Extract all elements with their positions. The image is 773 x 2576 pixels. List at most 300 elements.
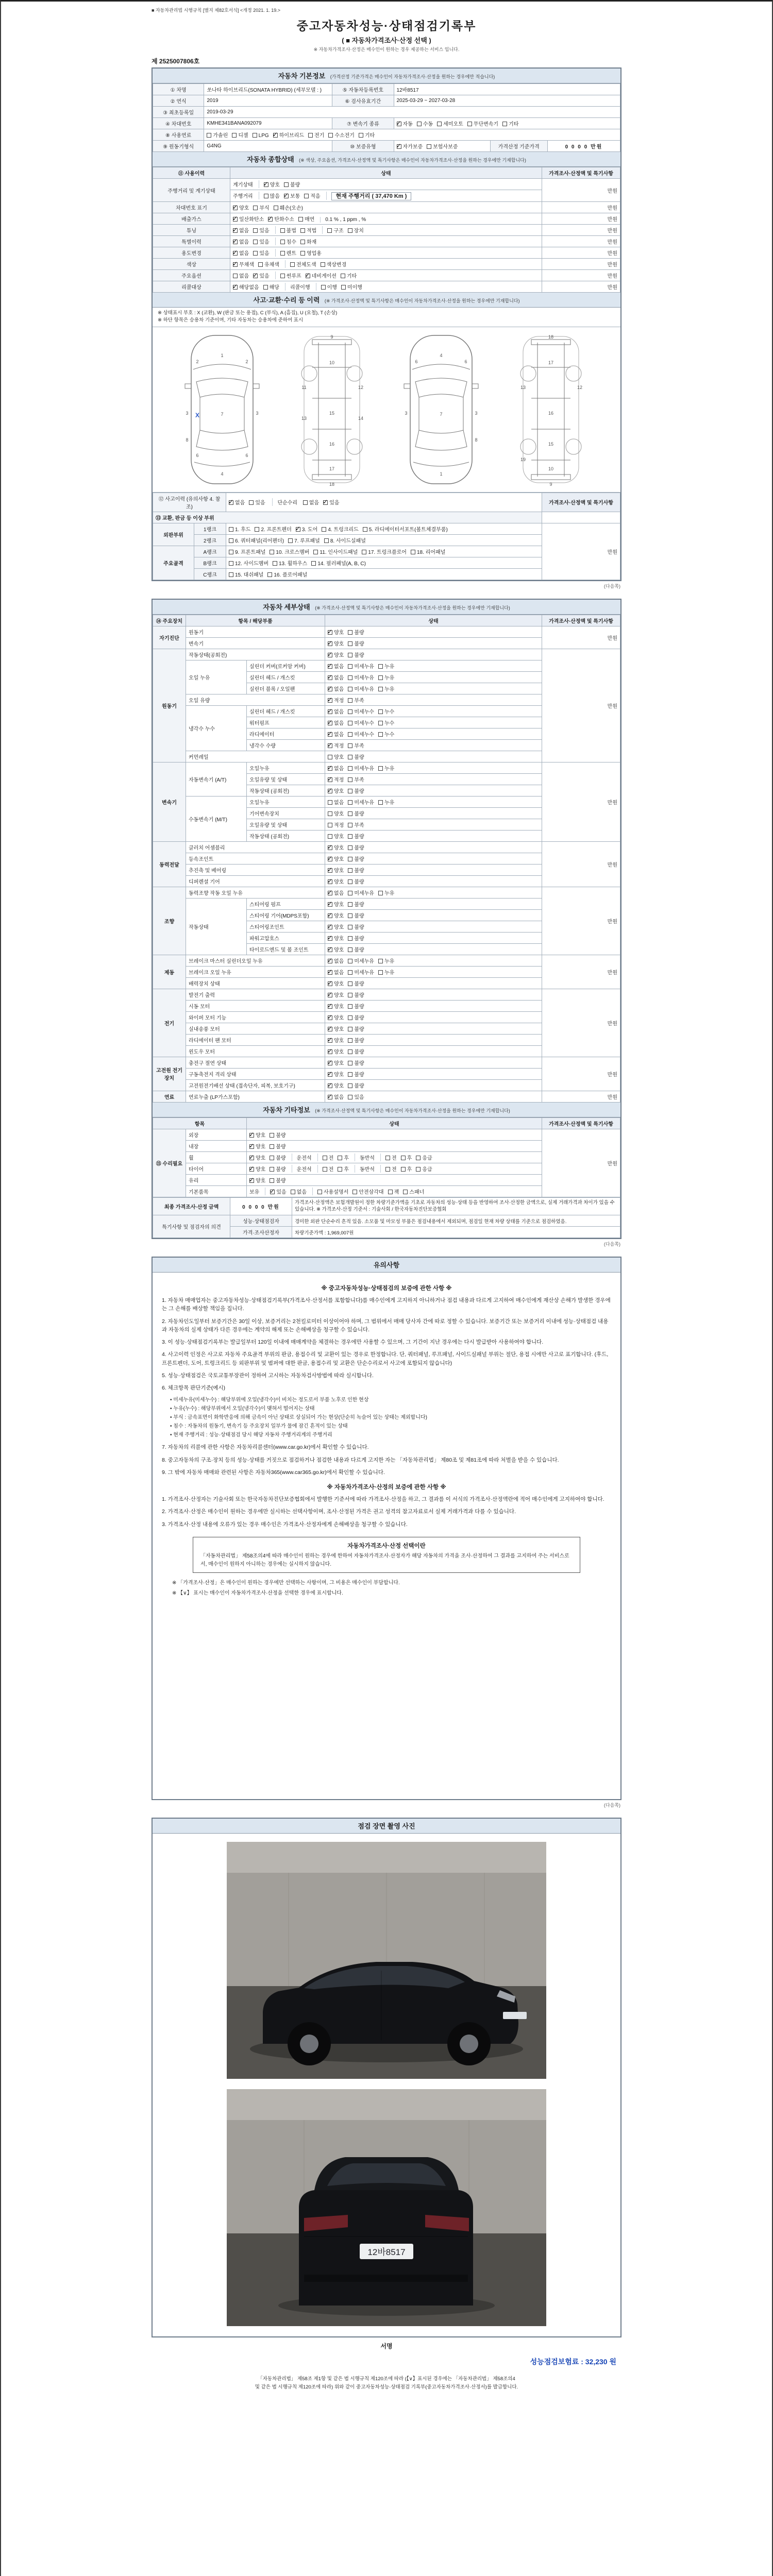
checkbox-option — [303, 498, 319, 506]
license-plate-text: 12바8517 — [367, 2247, 406, 2258]
engine-type-value: G4NG — [204, 141, 332, 152]
notice-footnote-1: ※ 「가격조사·산정」은 매수인이 원하는 경우에만 선택하는 사항이며, 그 비용은 매수인이 부담합니다. — [172, 1580, 400, 1586]
rank-items — [226, 568, 542, 580]
checkbox-label: 무채색 — [239, 262, 254, 268]
checkbox-label: 불량 — [354, 924, 364, 930]
table-row — [153, 841, 620, 853]
checkbox — [249, 1178, 254, 1183]
checkbox-option — [427, 142, 458, 150]
checkbox-label: 양호 — [256, 1144, 266, 1150]
detail-section-header — [153, 600, 620, 615]
checkbox-option — [264, 180, 280, 188]
checkbox — [348, 766, 352, 771]
checkbox — [328, 823, 332, 827]
table-row — [153, 1129, 620, 1140]
checkbox-label: 3. 도어 — [301, 527, 318, 533]
state-segment — [233, 215, 318, 223]
rank-label: A랭크 — [194, 546, 226, 557]
checkbox — [300, 251, 305, 256]
state-cell — [325, 626, 542, 637]
checkbox-label: 양호 — [334, 936, 344, 942]
checkbox — [249, 1133, 254, 1138]
checkbox-option — [253, 249, 269, 257]
checkbox — [411, 550, 415, 554]
checkbox-option — [378, 707, 394, 715]
state-cell — [325, 1079, 542, 1091]
table-row — [153, 213, 620, 225]
checkbox-label: 있음 — [259, 228, 270, 234]
checkbox-label: 전체도색 — [296, 262, 316, 268]
checkbox-option — [328, 730, 344, 738]
checkbox-label: 미세누유 — [354, 800, 374, 806]
checkbox-option — [328, 855, 344, 862]
state-cell — [325, 1045, 542, 1057]
state-segment — [233, 272, 274, 279]
checkbox — [328, 902, 332, 907]
state-text: 주행거리 — [233, 194, 253, 199]
checkbox-label: 구조 — [333, 228, 344, 234]
table-row — [153, 129, 620, 141]
checkbox-label: 없음 — [334, 686, 344, 692]
checkbox-option — [328, 1025, 344, 1032]
notice-item: 5. 성능·상태점검은 국토교통부장관이 정하여 고시하는 자동차검사방법에 따라 실시합니다. — [162, 1372, 374, 1379]
row-label: 용도변경 — [153, 247, 230, 259]
checkbox — [348, 857, 352, 861]
state-text: 보유 — [249, 1189, 260, 1195]
item-label: 외장 — [186, 1129, 247, 1140]
rank-items — [226, 534, 542, 546]
checkbox-option — [378, 719, 394, 726]
checkbox-option — [328, 741, 344, 749]
state-segment — [233, 249, 274, 257]
basic-info-table — [153, 83, 620, 152]
checkbox — [328, 834, 332, 839]
document-page — [152, 6, 621, 2392]
checkbox-option — [288, 536, 320, 544]
checkbox — [348, 732, 352, 737]
checkbox-label: 불량 — [354, 1026, 364, 1032]
checkbox-label: 수동 — [423, 122, 433, 127]
checkbox — [378, 675, 383, 680]
item-label: 원동기 — [186, 626, 325, 637]
checkbox — [467, 122, 472, 126]
checkbox-option — [417, 120, 433, 127]
checkbox-option — [401, 1165, 412, 1173]
exchange-label-row — [153, 512, 620, 523]
checkbox — [264, 182, 268, 187]
checkbox-option — [348, 855, 364, 862]
table-row — [153, 247, 620, 259]
subitem-label: 작동상태 (공회전) — [247, 785, 325, 796]
checkbox-label: 양호 — [334, 788, 344, 794]
base-price-value: 0 0 0 0 만원 — [547, 141, 620, 152]
checkbox-option — [397, 120, 413, 127]
checkbox-label: 11. 인사이드패널 — [320, 549, 358, 555]
checkbox — [328, 981, 332, 986]
item-label: 작동상태 — [186, 898, 247, 955]
issuance-line-1: 「자동차관리법」 제58조 제1항 및 같은 법 시행규칙 제120조에 따라 (【∨】표시된 경우에는 「자동차관리법」 제58조의4 — [258, 2376, 515, 2382]
column-header-item: 항목 — [153, 1117, 247, 1129]
checkbox-label: 기타 — [364, 133, 375, 139]
checkbox-label: 보험사보증 — [433, 144, 458, 150]
item-label: 커먼레일 — [186, 751, 325, 762]
checkbox-label: 부족 — [354, 698, 364, 704]
state-segment — [320, 217, 370, 223]
car-name-label: ① 차명 — [153, 84, 204, 95]
checkbox — [348, 630, 352, 635]
checkbox-label: 불량 — [354, 1004, 364, 1010]
checkbox — [253, 274, 258, 278]
checkbox-label: 양호 — [334, 856, 344, 862]
checkbox-label: 적정 — [334, 743, 344, 749]
state-cell — [325, 1068, 542, 1079]
checkbox — [328, 687, 332, 691]
checkbox — [403, 1190, 408, 1194]
checkbox-label: 부식 — [259, 206, 270, 211]
checkbox — [290, 262, 295, 267]
checkbox-label: 미세누유 — [354, 970, 374, 976]
state-cell — [325, 819, 542, 830]
checkbox-label: 불량 — [354, 992, 364, 998]
rank-label: C랭크 — [194, 568, 226, 580]
checkbox-option — [270, 1176, 285, 1184]
state-cell — [325, 762, 542, 773]
checkbox — [341, 285, 346, 290]
notices-box — [152, 1257, 621, 1800]
price-cell: 만원 — [542, 955, 620, 989]
state-cell — [230, 213, 542, 225]
checkbox-option — [348, 673, 374, 681]
checkbox — [328, 1061, 332, 1065]
checkbox-label: 불량 — [354, 652, 364, 658]
checkbox — [328, 936, 332, 941]
svg-text:3: 3 — [186, 410, 189, 416]
vin-value: KMHE341BANA092079 — [204, 118, 332, 129]
checkbox-option — [263, 283, 279, 291]
checkbox — [348, 823, 352, 827]
checkbox-label: 가솔린 — [213, 133, 228, 139]
checkbox-option — [323, 498, 339, 506]
checkbox — [328, 1072, 332, 1077]
checkbox-option — [328, 911, 344, 919]
state-segment — [312, 1188, 428, 1195]
state-segment — [233, 238, 274, 245]
subitem-label: 오일누유 — [247, 762, 325, 773]
checkbox-label: 하이브리드 — [279, 133, 304, 139]
checkbox — [280, 274, 285, 278]
checkbox — [249, 1167, 254, 1172]
device-group-label: 조향 — [153, 887, 186, 955]
checkbox-option — [253, 132, 269, 139]
price-cell: 만원 — [542, 270, 620, 281]
checkbox — [348, 755, 352, 759]
checkbox — [323, 1156, 327, 1160]
checkbox-label: 있음 — [276, 1189, 287, 1195]
checkbox-option — [328, 877, 344, 885]
price-cell: 만원 — [542, 202, 620, 213]
checkbox-label: 있음 — [329, 500, 340, 506]
price-cell — [542, 512, 620, 523]
final-price-label: 최종 가격조사·산정 금액 — [153, 1197, 230, 1215]
repair-group-label: ⑮ 수리필요 — [153, 1129, 186, 1197]
checkbox-option — [233, 204, 249, 211]
checkbox — [321, 262, 325, 267]
car-diagram-panel — [153, 327, 620, 493]
svg-text:4: 4 — [440, 352, 443, 358]
checkbox — [359, 133, 363, 138]
checkbox-label: 불량 — [354, 788, 364, 794]
checkbox-option — [323, 1165, 334, 1173]
checkbox-option — [378, 730, 394, 738]
checkbox-label: 10. 크로스멤버 — [276, 549, 310, 555]
checkbox — [284, 182, 289, 187]
estimator-opinion: 차량기준가액 : 1,969,007원 — [292, 1227, 620, 1238]
table-row — [153, 626, 620, 637]
subitem-label: 실린더 블록 / 오일팬 — [247, 683, 325, 694]
checkbox-option — [348, 866, 364, 874]
notice-footnote-2: ※ 【∨】 표시는 매수인이 자동차가격조사·산정을 선택한 경우에 표시합니다. — [172, 1590, 343, 1597]
checkbox-label: 불량 — [354, 856, 364, 862]
checkbox — [233, 262, 238, 267]
checkbox-label: 양호 — [334, 845, 344, 851]
price-cell: 만원 — [542, 626, 620, 649]
svg-text:11: 11 — [301, 384, 307, 390]
checkbox — [233, 217, 238, 222]
price-cell: 만원 — [542, 762, 620, 841]
state-cell — [325, 683, 542, 694]
state-cell — [325, 1023, 542, 1034]
checkbox — [270, 1178, 274, 1183]
checkbox — [233, 251, 238, 256]
checkbox-option — [348, 1047, 364, 1055]
item-label: 브레이크 마스터 실린더오일 누유 — [186, 955, 325, 966]
year-label: ② 연식 — [153, 95, 204, 107]
checkbox — [253, 240, 258, 244]
checkbox-label: 14. 필러패널(A, B, C) — [317, 561, 366, 567]
svg-text:17: 17 — [548, 360, 554, 365]
checkbox — [280, 228, 285, 233]
checkbox-label: 훼손(오손) — [279, 206, 303, 211]
checkbox-option — [362, 548, 407, 555]
checkbox-label: 전기 — [314, 133, 325, 139]
state-cell — [325, 955, 542, 966]
checkbox-label: 해당없음 — [239, 285, 259, 291]
price-cell: 만원 — [542, 887, 620, 955]
checkbox — [328, 709, 332, 714]
item-label: 고전원전기배선 상태 (접속단자, 피복, 보호기구) — [186, 1079, 325, 1091]
checkbox — [348, 1015, 352, 1020]
subitem-label: 오일누유 — [247, 796, 325, 807]
svg-text:17: 17 — [329, 466, 334, 471]
checkbox-label: 양호 — [239, 206, 249, 211]
checkbox-option — [328, 843, 344, 851]
checkbox — [378, 970, 383, 975]
checkbox-label: 불량 — [354, 811, 364, 817]
checkbox-label: 없음 — [334, 766, 344, 772]
svg-text:8: 8 — [186, 437, 189, 443]
svg-text:18: 18 — [329, 481, 334, 487]
checkbox-option — [328, 685, 344, 692]
checkbox — [280, 240, 285, 244]
table-row — [153, 1091, 620, 1102]
notice-item: 6. 체크항목 판단기준(예시) — [162, 1385, 226, 1392]
checkbox — [300, 240, 305, 244]
checkbox — [502, 122, 507, 126]
item-label: 추진축 및 베어링 — [186, 864, 325, 875]
checkbox-option — [328, 651, 344, 658]
checkbox — [348, 1095, 352, 1099]
checkbox-option — [328, 753, 344, 760]
table-header-row — [153, 615, 620, 626]
table-row — [153, 649, 620, 660]
item-label: 유리 — [186, 1174, 247, 1185]
checkbox-label: 미세누수 — [354, 720, 374, 726]
checkbox — [229, 550, 233, 554]
state-cell — [325, 943, 542, 955]
subitem-label: 파워고압호스 — [247, 932, 325, 943]
checkbox-label: 없음 — [334, 1094, 344, 1100]
checkbox — [348, 1072, 352, 1077]
checkbox-label: 불량 — [354, 879, 364, 885]
state-text: 계기상태 — [233, 182, 253, 188]
premium-value: 32,230 원 — [585, 2358, 616, 2366]
checkbox-option — [300, 226, 316, 234]
checkbox-label: 1. 후드 — [235, 527, 251, 533]
checkbox-option — [328, 957, 344, 964]
checkbox-label: 17. 트렁크플로어 — [368, 549, 407, 555]
checkbox-label: 후 — [407, 1155, 412, 1161]
table-row — [153, 955, 620, 966]
checkbox — [328, 811, 332, 816]
checkbox-label: 적정 — [334, 822, 344, 828]
checkbox — [348, 641, 352, 646]
state-text: 동반석 — [359, 1155, 375, 1161]
checkbox-option — [328, 1002, 344, 1010]
checkbox-label: 없음 — [334, 958, 344, 964]
checkbox — [348, 981, 352, 986]
checkbox-label: 양호 — [256, 1166, 266, 1173]
title-block — [152, 16, 621, 53]
checkbox-label: 매연 — [304, 217, 315, 223]
final-price-note: 가격조사·산정액은 보험개발원이 정한 차량기준가액을 기초로 자동차의 성능·상태 등을 반영하여 조사·산정한 금액으로, 실제 거래가격과 차이가 있을 수 있습니다. ※ 가격조사·산정 기준서 : 기술사회 / 한국자동차진단보증협회 — [292, 1197, 620, 1215]
checkbox-label: 미세누유 — [354, 664, 374, 670]
rank-items — [226, 546, 542, 557]
price-cell: 만원 — [542, 236, 620, 247]
checkbox — [249, 500, 254, 505]
state-cell — [325, 932, 542, 943]
checkbox-label: 썬루프 — [286, 274, 301, 279]
checkbox-option — [348, 945, 364, 953]
checkbox-label: 없음 — [309, 500, 320, 506]
notice-subitem: • 누유(누수) : 해당부위에서 오일(냉각수)이 맺혀서 떨어지는 상태 — [170, 1406, 315, 1412]
photos-box — [152, 1818, 621, 2337]
checkbox-option — [348, 877, 364, 885]
etc-section-note: (※ 가격조사·산정액 및 특기사항은 매수인이 자동차가격조사·산정을 원하는 경우에만 기재합니다) — [315, 1108, 510, 1113]
notice-item: 1. 자동차 매매업자는 중고자동차성능·상태점검기록부(가격조사·산정서를 포함합니다)를 매수인에게 고지하지 아니하거나 점검 내용과 다르게 고지하여 매수인에게 재산상 손해가 발생한 경우에는 그 손해를 배상할 책임을 집니다. — [162, 1297, 611, 1312]
checkbox-option — [348, 934, 364, 942]
checkbox — [321, 285, 326, 290]
checkbox-label: 양호 — [334, 1015, 344, 1021]
checkbox-label: 자동 — [402, 122, 413, 127]
checkbox — [233, 206, 238, 210]
state-segment — [275, 272, 361, 279]
notice-item: 9. 그 밖에 자동차 매매와 관련된 사항은 자동차365(www.car365.go.kr)에서 확인할 수 있습니다. — [162, 1469, 385, 1476]
notice-item: 3. 이 성능·상태점검기록부는 발급일부터 120일 이내에 매매계약을 체결하는 경우에만 사용할 수 있으며, 그 기간이 지난 경우에는 다시 발급받아 사용하여야 합니다. — [162, 1339, 544, 1346]
checkbox — [378, 721, 383, 725]
comprehensive-table — [153, 167, 620, 293]
checkbox-option — [502, 120, 518, 127]
row-label: 리콜대상 — [153, 281, 230, 293]
state-segment — [249, 1188, 263, 1195]
checkbox-label: 침수 — [286, 240, 296, 245]
checkbox — [348, 993, 352, 997]
checkbox-option — [348, 923, 364, 930]
checkbox-option — [304, 192, 320, 199]
state-cell — [230, 225, 542, 236]
price-cell: 만원 — [542, 649, 620, 762]
checkbox-label: 누유 — [384, 970, 395, 976]
checkbox — [385, 1167, 390, 1172]
checkbox-label: 후 — [344, 1155, 349, 1161]
item-label: 등속조인트 — [186, 853, 325, 864]
state-cell — [247, 1140, 542, 1151]
state-segment — [317, 1154, 353, 1161]
page-title: 중고자동차성능·상태점검기록부 — [296, 19, 477, 32]
state-segment — [316, 283, 366, 291]
checkbox — [270, 1144, 274, 1149]
table-row — [153, 762, 620, 773]
checkbox — [348, 891, 352, 895]
column-header-price: 가격조사·산정액 및 특기사항 — [542, 1117, 620, 1129]
device-group-label: 연료 — [153, 1091, 186, 1102]
checkbox-option — [328, 1093, 344, 1100]
notice-item: 3. 가격조사·산정 내용에 오류가 있는 경우 매수인은 가격조사·산정자에게 손해배상을 청구할 수 있습니다. — [162, 1521, 408, 1528]
checkbox-option — [264, 192, 280, 199]
checkbox-label: 누유 — [384, 890, 395, 896]
checkbox — [323, 1167, 327, 1172]
accident-history-label: ⑫ 사고이력 (유의사항 4. 참조) — [153, 493, 226, 512]
checkbox — [362, 550, 366, 554]
checkbox-option — [328, 1070, 344, 1078]
accident-history-row — [153, 493, 620, 512]
state-cell — [325, 773, 542, 785]
table-row — [153, 989, 620, 1000]
checkbox-option — [397, 142, 423, 150]
checkbox-option — [348, 821, 364, 828]
exchange-section-label: ⑬ 교환, 판금 등 이상 부위 — [153, 512, 542, 523]
checkbox — [348, 959, 352, 963]
rank-label: B랭크 — [194, 557, 226, 568]
checkbox-option — [328, 968, 344, 976]
checkbox-label: 없음 — [334, 890, 344, 896]
state-cell — [247, 1174, 542, 1185]
checkbox-label: 불량 — [354, 834, 364, 840]
item-label: 클러치 어셈블리 — [186, 841, 325, 853]
photos-section-header — [153, 1819, 620, 1834]
price-estimation-info-box — [193, 1537, 580, 1573]
basic-section-note: (가격산정 기준가격은 매수인이 자동차가격조사·산정을 원하는 경우에만 적습니다) — [330, 74, 495, 79]
checkbox-option — [328, 707, 344, 715]
device-group-label: 동력전달 — [153, 841, 186, 887]
checkbox-option — [233, 283, 259, 291]
checkbox — [263, 285, 268, 290]
inspection-photo-rear — [227, 2089, 546, 2326]
checkbox-option — [348, 628, 364, 636]
premium-label: 성능점검보험료 : — [530, 2358, 583, 2366]
item-label: 오일 유량 — [186, 694, 325, 705]
state-segment — [233, 180, 257, 188]
checkbox-option — [328, 787, 344, 794]
